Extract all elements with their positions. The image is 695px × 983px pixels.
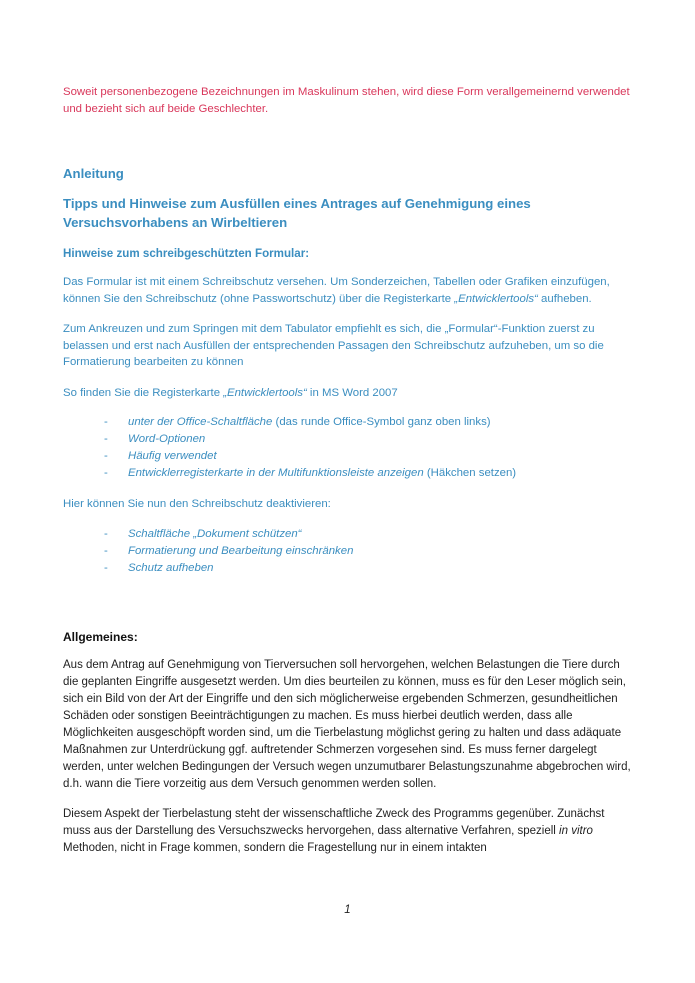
list-item-emphasis: Word-Optionen xyxy=(128,433,206,445)
list-item xyxy=(63,543,635,560)
list-item-emphasis: Häufig verwendet xyxy=(128,450,217,462)
paragraph-text: Das Formular ist mit einem Schreibschutz versehen. Um Sonderzeichen, Tabellen oder Grafiken einzufügen, können Sie den Schreibschutz (ohne Passwortschutz) über die Registerkarte xyxy=(63,276,610,305)
list-item-emphasis: Formatierung und Bearbeitung einschränken xyxy=(128,544,354,557)
paragraph-emphasis: in vitro xyxy=(559,825,593,838)
paragraph-emphasis: „Entwicklertools“ xyxy=(454,292,538,305)
list-item-emphasis: unter der Office-Schaltfläche xyxy=(128,416,273,428)
list-item-text: (das runde Office-Symbol ganz oben links) xyxy=(272,416,491,428)
dash-bullet: - xyxy=(104,433,108,445)
heading-allgemeines: Allgemeines: xyxy=(63,629,138,644)
paragraph-registerkarte xyxy=(63,385,635,402)
paragraph-text: So finden Sie die Registerkarte xyxy=(63,386,224,399)
paragraph-text: in MS Word 2007 xyxy=(306,386,398,399)
dash-bullet: - xyxy=(104,467,108,479)
paragraph-emphasis: „Entwicklertools“ xyxy=(223,386,307,399)
dash-bullet: - xyxy=(104,527,108,540)
heading-tips: Tipps und Hinweise zum Ausfüllen eines Antrages auf Genehmigung eines Versuchsvorhabens an Wirbeltieren xyxy=(63,196,531,230)
list-word-steps xyxy=(63,414,635,482)
list-item-emphasis: Entwicklerregisterkarte in der Multifunktionsleiste anzeigen xyxy=(128,467,424,479)
dash-bullet: - xyxy=(104,561,108,574)
gender-notice: Soweit personenbezogene Bezeichnungen im Maskulinum stehen, wird diese Form verallgemeinernd verwendet und bezieht sich auf beide Geschlechter. xyxy=(63,86,630,115)
list-item xyxy=(63,414,635,431)
heading-hinweise: Hinweise zum schreibgeschützten Formular: xyxy=(63,247,310,260)
heading-anleitung: Anleitung xyxy=(63,166,124,181)
list-item xyxy=(63,431,635,448)
dash-bullet: - xyxy=(104,544,108,557)
dash-bullet: - xyxy=(104,416,108,428)
list-item xyxy=(63,448,635,465)
list-item-emphasis: Schutz aufheben xyxy=(128,561,214,574)
paragraph-schreibschutz xyxy=(63,274,635,307)
list-item xyxy=(63,465,635,482)
paragraph-formular: Zum Ankreuzen und zum Springen mit dem Tabulator empfiehlt es sich, die „Formular“-Funktion zuerst zu belassen und erst nach Ausfüllen der entsprechenden Passagen den Schreibschutz aufzuheben, um so die Formatierung bearbeiten zu können xyxy=(63,323,604,368)
list-item-emphasis: Schaltfläche „Dokument schützen“ xyxy=(128,527,302,540)
paragraph-allgemeines: Aus dem Antrag auf Genehmigung von Tierversuchen soll hervorgehen, welchen Belastungen die Tiere durch die geplanten Eingriffe ausgesetzt werden. Um dies beurteilen zu können, muss es für den Leser möglich sein, sich ein Bild von der Art der Eingriffe und den sich möglicherweise ergebenden Schmerzen, gesundheitlichen Schäden oder sonstigen Beeinträchtigungen zu machen. Es muss hierbei deutlich werden, dass alle Möglichkeiten ausgeschöpft worden sind, um die Tierbelastung möglichst gering zu halten und dass adäquate Maßnahmen zur Unterdrückung ggf. auftretender Schmerzen vorgesehen sind. Es muss ferner dargelegt werden, unter welchen Bedingungen der Versuch wegen unzumutbarer Belastungszunahme abgebrochen wird, d.h. wann die Tiere vorzeitig aus dem Versuch genommen werden sollen. xyxy=(63,658,631,791)
list-item xyxy=(63,560,635,577)
list-item xyxy=(63,526,635,543)
page-number: 1 xyxy=(344,904,351,916)
paragraph-deaktivieren: Hier können Sie nun den Schreibschutz deaktivieren: xyxy=(63,498,331,510)
list-protection-steps xyxy=(63,526,635,577)
paragraph-text: Methoden, nicht in Frage kommen, sondern die Fragestellung nur in einem intakten xyxy=(63,842,487,855)
paragraph-text: aufheben. xyxy=(537,292,592,305)
dash-bullet: - xyxy=(104,450,108,462)
paragraph-text: Diesem Aspekt der Tierbelastung steht der wissenschaftliche Zweck des Programms gegenüber. Zunächst muss aus der Darstellung des Versuchszwecks hervorgehen, dass alternative Verfahren, speziell xyxy=(63,808,605,838)
paragraph-tierbelastung xyxy=(63,806,635,857)
list-item-text: (Häkchen setzen) xyxy=(423,467,517,479)
